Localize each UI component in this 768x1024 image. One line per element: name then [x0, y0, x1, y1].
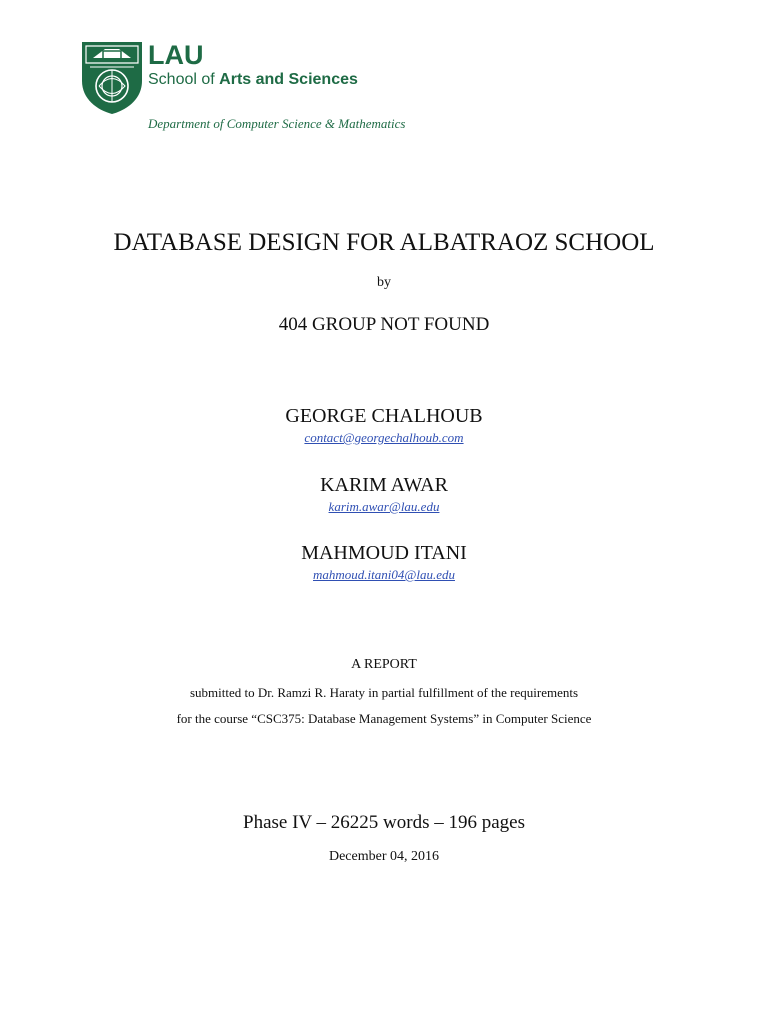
author-email-link[interactable]: contact@georgechalhoub.com	[304, 430, 464, 445]
report-line-2: for the course “CSC375: Database Management Systems” in Computer Science	[176, 711, 592, 726]
report-line-1: submitted to Dr. Ramzi R. Haraty in partial fulfillment of the requirements	[189, 685, 579, 700]
lau-wordmark: LAU	[148, 40, 204, 70]
report-date: December 04, 2016	[328, 849, 440, 864]
school-prefix: School of	[148, 71, 220, 88]
group-name: 404 GROUP NOT FOUND	[278, 314, 490, 335]
phase-info: Phase IV – 26225 words – 196 pages	[243, 812, 525, 833]
author-name: GEORGE CHALHOUB	[285, 405, 483, 427]
school-name-bold: Arts and Sciences	[219, 71, 358, 88]
report-label: A REPORT	[351, 657, 417, 672]
author-name: MAHMOUD ITANI	[301, 542, 467, 564]
department-name: Department of Computer Science & Mathematics	[148, 116, 406, 131]
by-label: by	[377, 275, 391, 290]
author-name: KARIM AWAR	[320, 474, 448, 496]
author-email-row	[0, 566, 768, 584]
lau-shield-logo	[81, 41, 143, 115]
author-email-row	[0, 429, 768, 447]
document-title: DATABASE DESIGN FOR ALBATRAOZ SCHOOL	[113, 229, 655, 256]
author-email-row	[0, 498, 768, 516]
author-email-link[interactable]: mahmoud.itani04@lau.edu	[313, 567, 455, 582]
school-name	[148, 70, 358, 90]
author-email-link[interactable]: karim.awar@lau.edu	[328, 499, 440, 514]
